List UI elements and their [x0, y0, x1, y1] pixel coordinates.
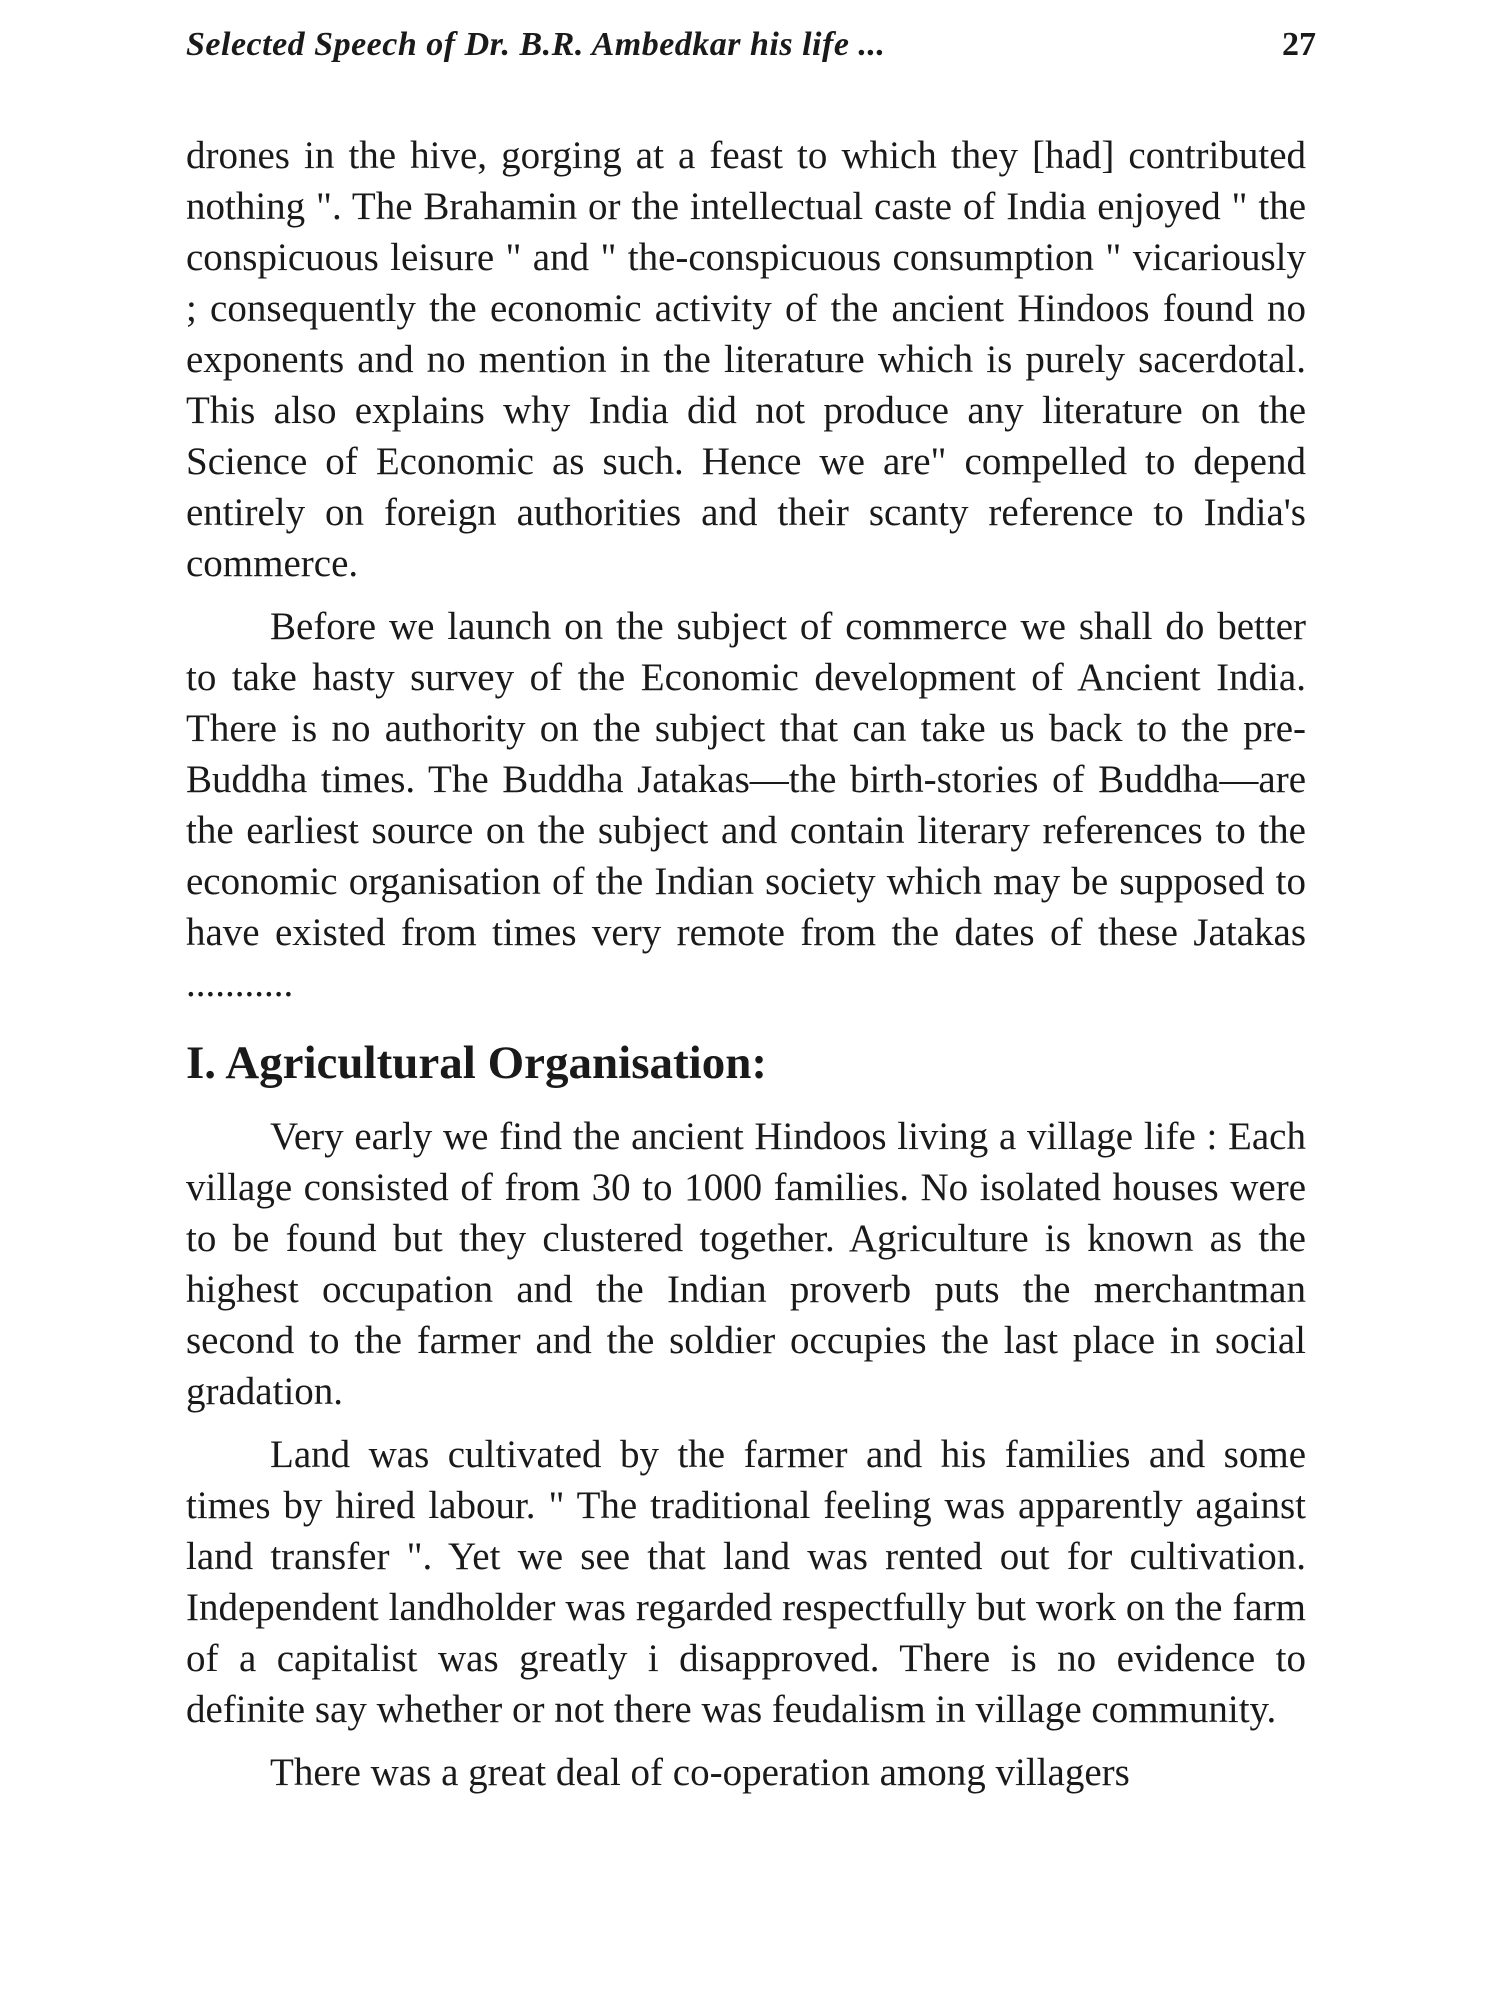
running-title: Selected Speech of Dr. B.R. Ambedkar his life ...: [186, 26, 886, 63]
body-text: [186, 130, 1306, 1798]
paragraph-continued: drones in the hive, gorging at a feast to which they [had] contributed nothing ". The Brahamin or the intellectual caste of India enjoyed " the conspicuous leisure " and " the-conspicuous consumption " vicariously ; consequently the economic activity of the ancient Hindoos found no exponents and no mention in the literature which is purely sacerdotal. This also explains why India did not produce any literature on the Science of Economic as such. Hence we are" compelled to depend entirely on foreign authorities and their scanty reference to India's commerce.: [186, 134, 1306, 585]
running-head: [186, 26, 1316, 76]
paragraph-commerce-survey: Before we launch on the subject of commerce we shall do better to take hasty survey of the Economic development of Ancient India. There is no authority on the subject that can take us back to the pre-Buddha times. The Buddha Jatakas—the birth-stories of Buddha—are the earliest source on the subject and contain literary references to the economic organisation of the Indian society which may be supposed to have existed from times very remote from the dates of these Jatakas ...........: [186, 605, 1306, 1005]
paragraph-cooperation: There was a great deal of co-operation among villagers: [270, 1751, 1130, 1794]
page-number: 27: [1282, 26, 1316, 63]
section-heading: I. Agricultural Organisation:: [186, 1037, 767, 1089]
paragraph-village-life: Very early we find the ancient Hindoos living a village life : Each village consisted of from 30 to 1000 families. No isolated houses were to be found but they clustered together. Agriculture is known as the highest occupation and the Indian proverb puts the merchantman second to the farmer and the soldier occupies the last place in social gradation.: [186, 1115, 1306, 1413]
paragraph-land-cultivation: Land was cultivated by the farmer and his families and some times by hired labour. " The traditional feeling was apparently against land transfer ". Yet we see that land was rented out for cultivation. Independent landholder was regarded respectfully but work on the farm of a capitalist was greatly i disapproved. There is no evidence to definite say whether or not there was feudalism in village community.: [186, 1433, 1306, 1731]
